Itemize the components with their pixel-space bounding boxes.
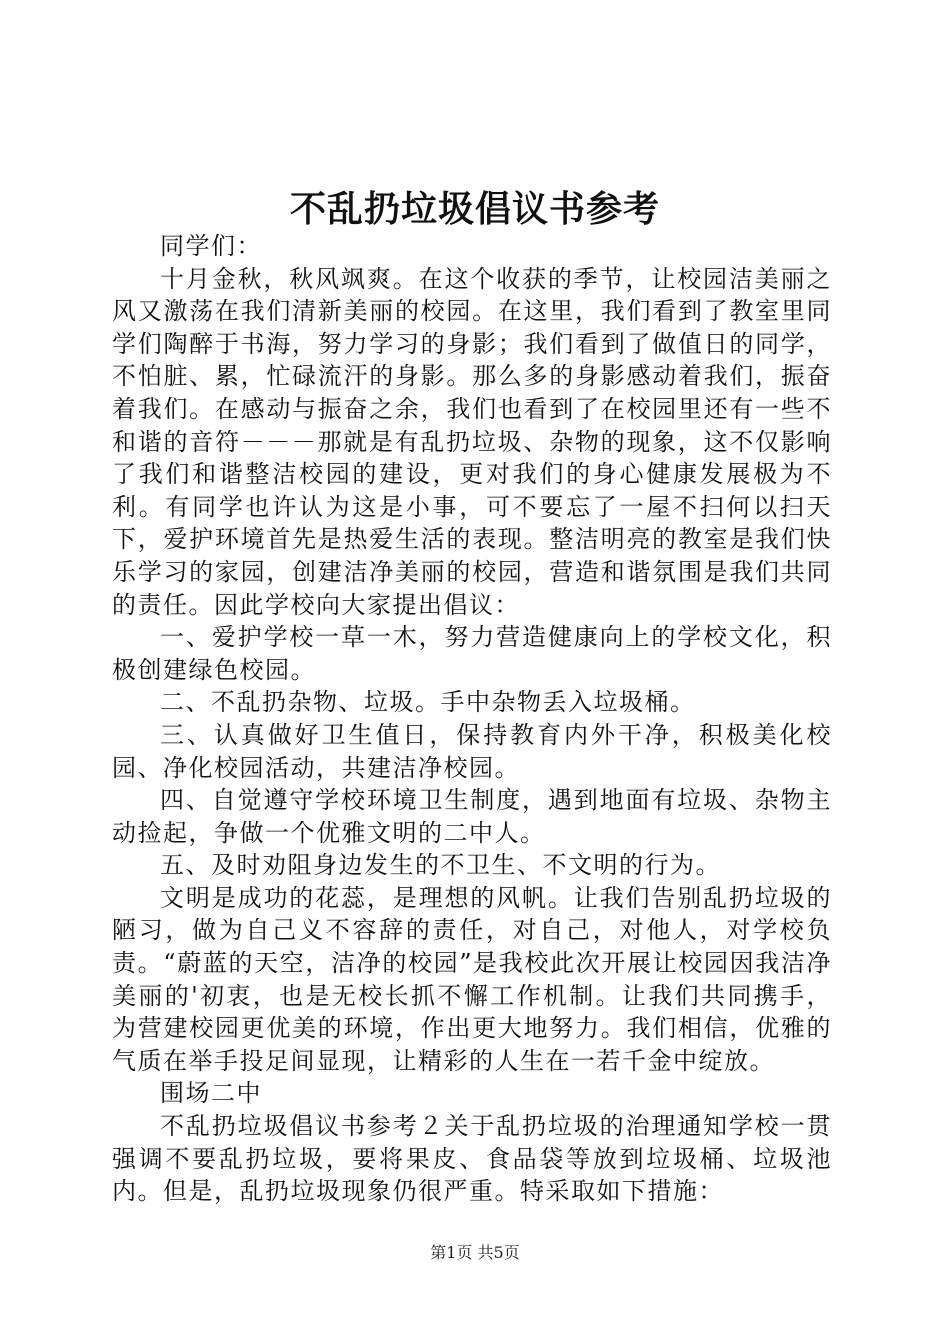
proposal-item-1: 一、爱护学校一草一木，努力营造健康向上的学校文化，积极创建绿色校园。 [112,623,832,684]
paragraph-second-article: 不乱扔垃圾倡议书参考２关于乱扔垃圾的治理通知学校一贯强调不要乱扔垃圾，要将果皮、食品袋等放到垃圾桶、垃圾池内。但是，乱扔垃圾现象仍很严重。特采取如下措施： [112,1112,832,1206]
proposal-item-2: 二、不乱扔杂物、垃圾。手中杂物丢入垃圾桶。 [160,688,696,717]
signature: 围场二中 [160,1079,262,1108]
proposal-item-3: 三、认真做好卫生值日，保持教育内外干净，积极美化校园、净化校园活动，共建洁净校园。 [112,720,832,782]
paragraph-intro: 十月金秋，秋风飒爽。在这个收获的季节，让校园洁美丽之风又激荡在我们清新美丽的校园。在这里，我们看到了教室里同学们陶醉于书海，努力学习的身影；我们看到了做值日的同学，不怕脏、累，忙碌流汗的身影。那么多的身影感动着我们，振奋着我们。在感动与振奋之余，我们也看到了在校园里还有一些不和谐的音符－－－那就是有乱扔垃圾、杂物的现象，这不仅影响了我们和谐整洁校园的建设，更对我们的身心健康发展极为不利。有同学也许认为这是小事，可不要忘了一屋不扫何以扫天下，爱护环境首先是热爱生活的表现。整洁明亮的教室是我们快乐学习的家园，创建洁净美丽的校园，营造和谐氛围是我们共同的责任。因此学校向大家提出倡议： [112,264,832,619]
proposal-item-5: 五、及时劝阻身边发生的不卫生、不文明的行为。 [160,851,721,880]
document-title: 不乱扔垃圾倡议书参考 [289,188,660,230]
document-body [112,230,832,1208]
paragraph-closing: 文明是成功的花蕊，是理想的风帆。让我们告别乱扔垃圾的陋习，做为自己义不容辞的责任，对自己，对他人，对学校负责。“蔚蓝的天空，洁净的校园”是我校此次开展让校园因我洁净美丽的'初衷，也是无校长抓不懈工作机制。让我们共同携手，为营建校园更优美的环境，作出更大地努力。我们相信，优雅的气质在举手投足间显现，让精彩的人生在一若千金中绽放。 [112,883,832,1075]
salutation: 同学们： [160,232,262,260]
page-footer: 第1页 共5页 [430,1243,520,1262]
proposal-item-4: 四、自觉遵守学校环境卫生制度，遇到地面有垃圾、杂物主动捡起，争做一个优雅文明的二中人。 [112,786,832,847]
